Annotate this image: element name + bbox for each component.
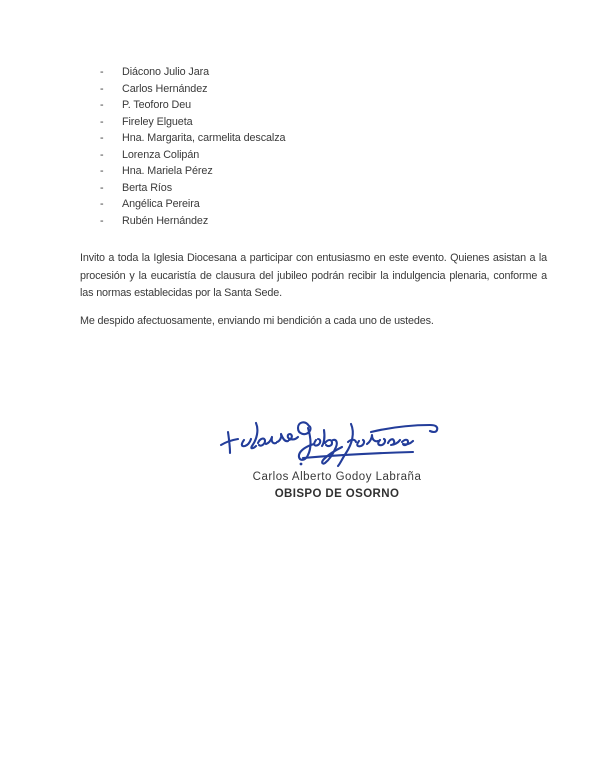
list-item-text: Carlos Hernández xyxy=(122,82,208,95)
list-item-text: P. Teoforo Deu xyxy=(122,99,192,111)
dash-bullet: - xyxy=(100,165,104,177)
list-item xyxy=(100,97,520,114)
list-item-text: Angélica Pereira xyxy=(122,198,200,210)
list-item-text: Berta Ríos xyxy=(122,181,173,194)
participants-list xyxy=(100,64,520,229)
list-item xyxy=(100,130,520,147)
list-item xyxy=(100,180,520,197)
list-item-text: Diácono Julio Jara xyxy=(122,66,210,78)
list-item xyxy=(100,163,520,180)
list-item xyxy=(100,147,520,164)
list-item xyxy=(100,196,520,213)
signatory-title: OBISPO DE OSORNO xyxy=(274,488,400,500)
dash-bullet: - xyxy=(100,66,104,78)
dash-bullet: - xyxy=(100,115,104,128)
list-item xyxy=(100,81,520,98)
list-item-text: Rubén Hernández xyxy=(122,214,209,227)
dash-bullet: - xyxy=(100,198,104,210)
list-item xyxy=(100,213,520,230)
dash-bullet: - xyxy=(100,99,104,111)
list-item xyxy=(100,114,520,131)
handwritten-signature-icon xyxy=(206,412,446,470)
dash-bullet: - xyxy=(100,82,104,95)
list-item-text: Lorenza Colipán xyxy=(122,148,200,161)
dash-bullet: - xyxy=(100,214,104,227)
list-item xyxy=(100,64,520,81)
list-item-text: Hna. Margarita, carmelita descalza xyxy=(122,132,286,144)
farewell-paragraph: Me despido afectuosamente, enviando mi bendición a cada uno de ustedes. xyxy=(80,315,434,327)
list-item-text: Fireley Elgueta xyxy=(122,115,193,128)
dash-bullet: - xyxy=(100,148,104,161)
signatory-name: Carlos Alberto Godoy Labraña xyxy=(252,471,422,483)
dash-bullet: - xyxy=(100,132,104,144)
list-item-text: Hna. Mariela Pérez xyxy=(122,165,213,177)
dash-bullet: - xyxy=(100,181,104,194)
invitation-paragraph: Invito a toda la Iglesia Diocesana a participar con entusiasmo en este evento. Quienes asistan a la procesión y la eucaristía de clausura del jubileo podrán recibir la indulgencia plenaria, conforme a las normas establecidas por la Santa Sede. xyxy=(80,252,547,300)
